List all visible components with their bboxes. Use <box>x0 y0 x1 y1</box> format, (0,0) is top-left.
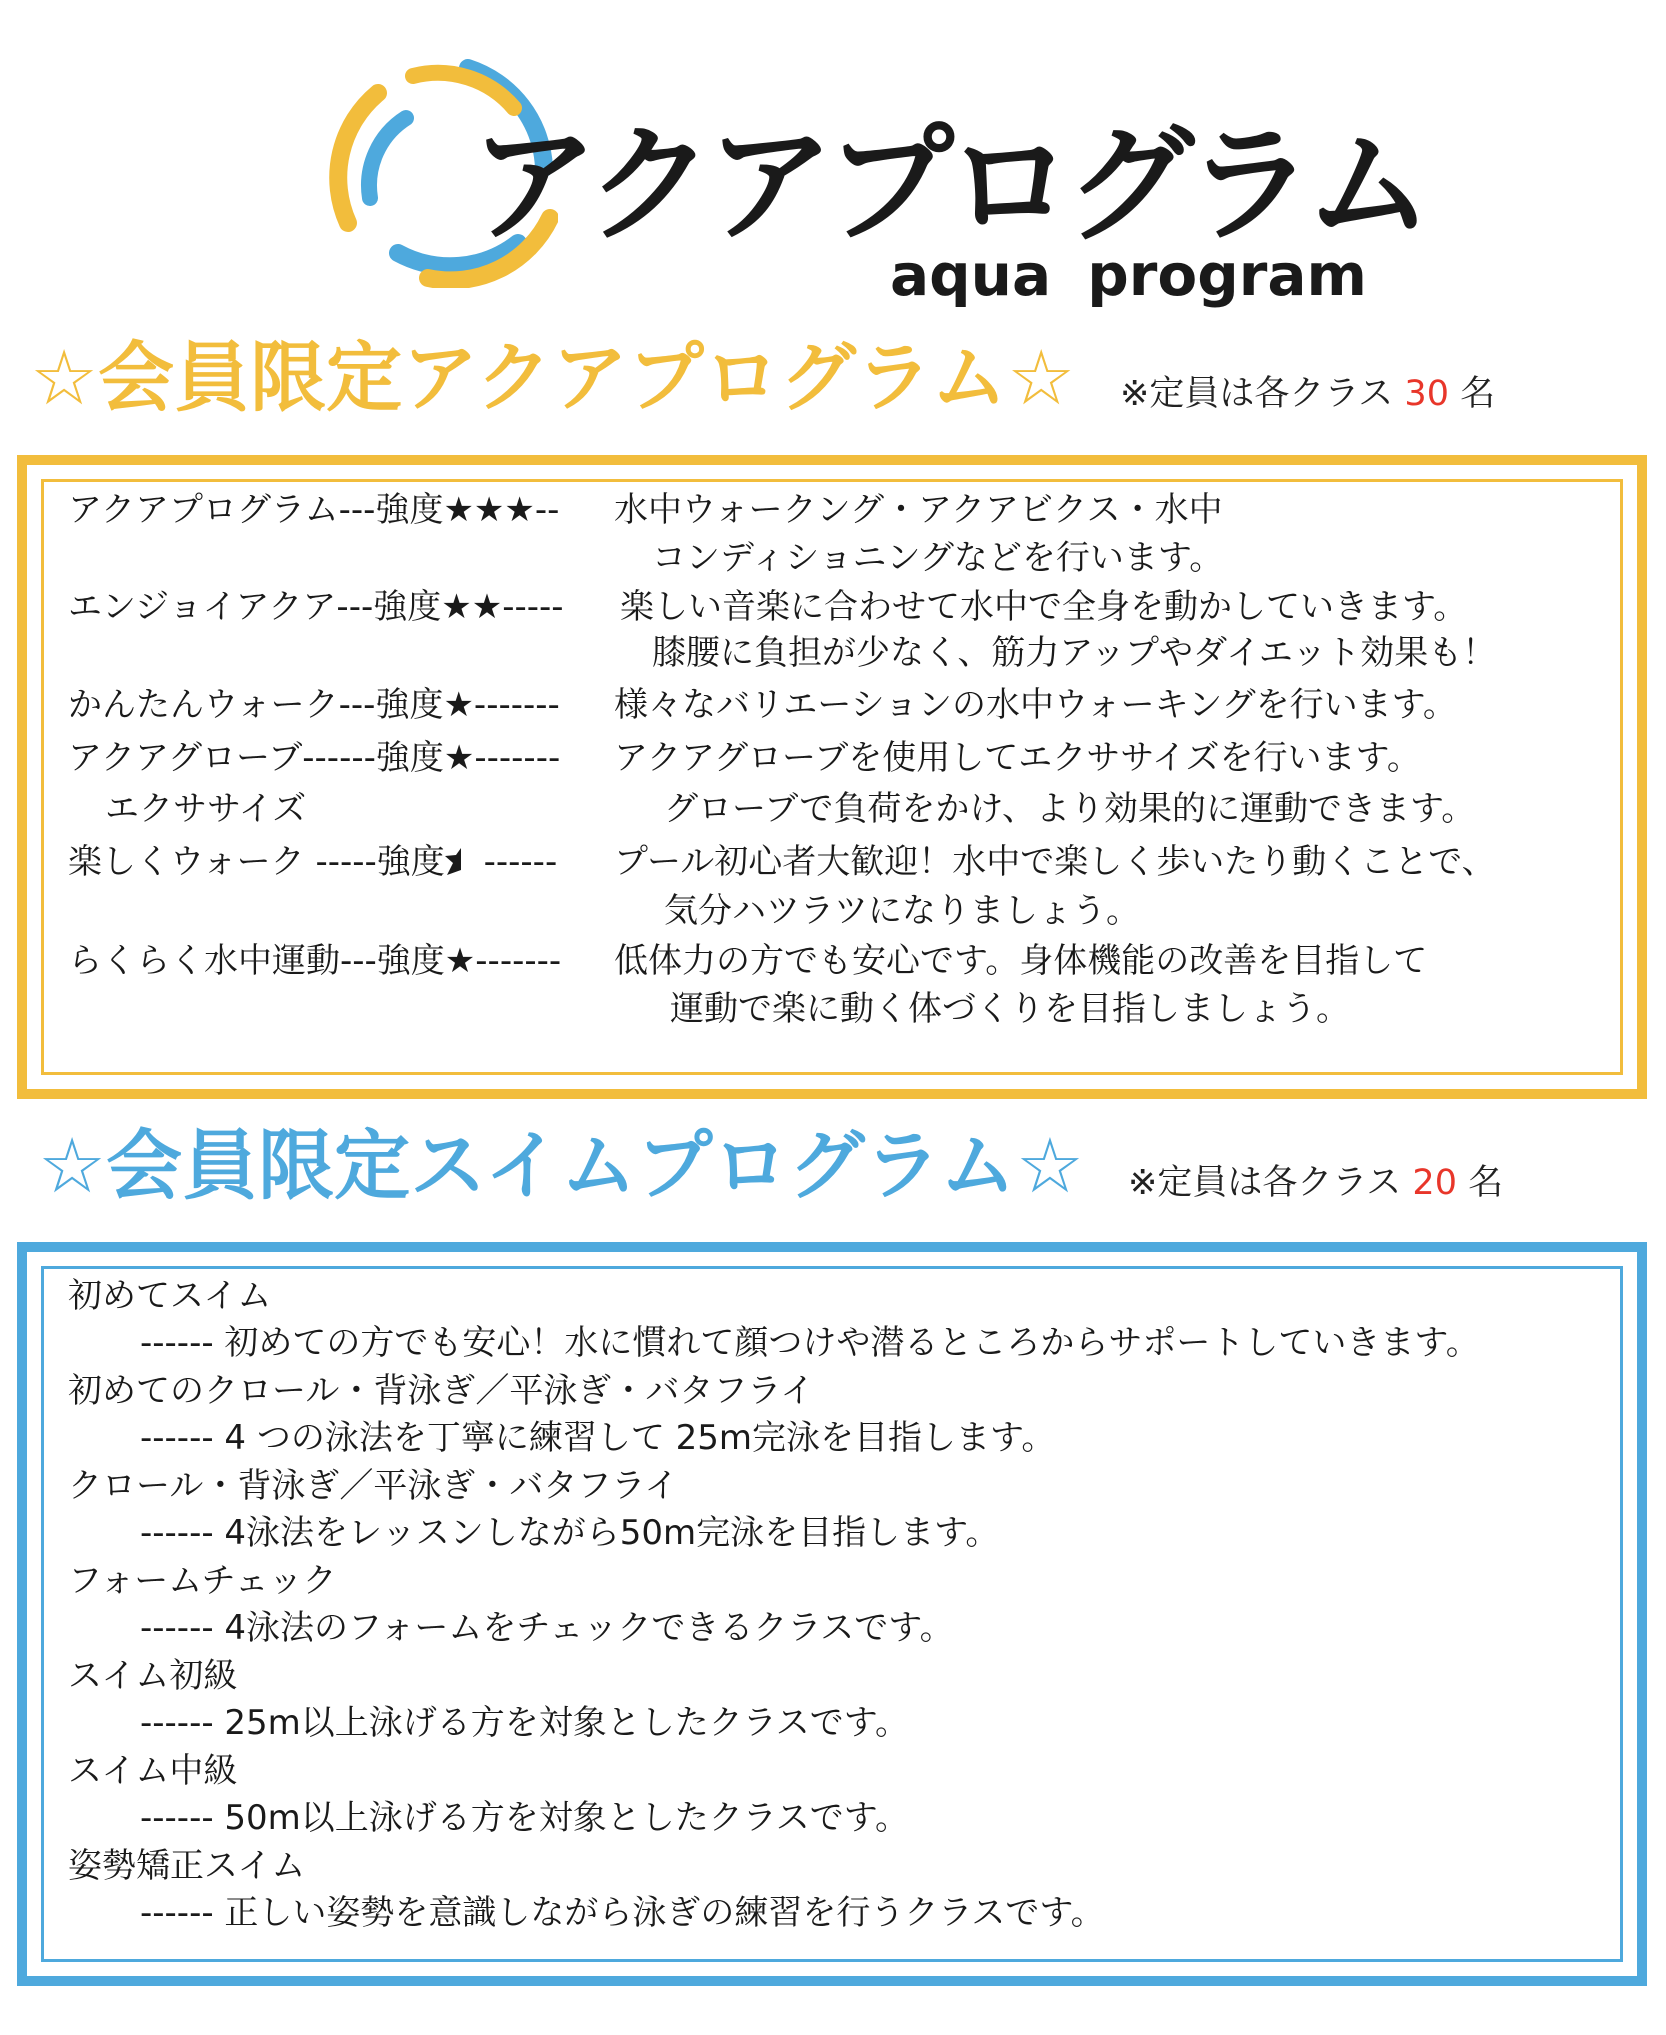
aqua-program-desc: 楽しい音楽に合わせて水中で全身を動かしていきます。 <box>620 587 1468 627</box>
swim-capacity-note <box>1128 1163 1504 1203</box>
swim-program-title: スイム中級 <box>68 1751 238 1791</box>
swim-program-desc: ------ 4泳法のフォームをチェックできるクラスです。 <box>140 1608 954 1648</box>
aqua-program-desc: コンディショニングなどを行います。 <box>652 538 1224 578</box>
aqua-program-name: かんたんウォーク---強度★------- <box>68 685 560 725</box>
aqua-program-desc: グローブで負荷をかけ、より効果的に運動できます。 <box>664 789 1476 829</box>
half-star-icon <box>445 846 473 876</box>
aqua-program-name-cont: エクササイズ <box>105 789 307 829</box>
aqua-program-name-suffix: ------ <box>472 842 558 882</box>
capacity-number: 20 <box>1412 1163 1457 1203</box>
swim-program-desc: ------ 初めての方でも安心！水に慣れて顔つけや潜るところからサポートしていきます。 <box>140 1323 1480 1363</box>
capacity-number: 30 <box>1404 374 1449 414</box>
aqua-program-name: エンジョイアクア---強度★★----- <box>68 587 564 627</box>
logo-subtitle: aqua program <box>890 241 1367 309</box>
swim-program-title: 姿勢矯正スイム <box>68 1846 306 1886</box>
aqua-program-desc: 様々なバリエーションの水中ウォーキングを行います。 <box>614 685 1457 725</box>
aqua-program-desc: 低体力の方でも安心です。身体機能の改善を目指して <box>614 941 1428 981</box>
swim-program-title: 初めてスイム <box>68 1276 272 1316</box>
aqua-program-desc: 水中ウォークング・アクアビクス・水中 <box>614 490 1223 530</box>
aqua-program-desc: プール初心者大歓迎！水中で楽しく歩いたり動くことで、 <box>614 842 1496 882</box>
swim-program-desc: ------ 4泳法をレッスンしながら50m完泳を目指します。 <box>140 1513 1000 1553</box>
capacity-prefix: ※定員は各クラス <box>1120 374 1394 414</box>
aqua-program-desc: 気分ハツラツになりましょう。 <box>664 891 1140 931</box>
swim-program-desc: ------ 50m以上泳げる方を対象としたクラスです。 <box>140 1798 910 1838</box>
aqua-program-name: アクアグローブ------強度★------- <box>68 738 561 778</box>
aqua-program-name <box>68 842 557 883</box>
aqua-program-name: らくらく水中運動---強度★------- <box>68 941 562 981</box>
capacity-prefix: ※定員は各クラス <box>1128 1163 1402 1203</box>
swim-program-title: クロール・背泳ぎ／平泳ぎ・バタフライ <box>68 1466 679 1506</box>
swim-program-desc: ------ 正しい姿勢を意識しながら泳ぎの練習を行うクラスです。 <box>140 1893 1105 1933</box>
capacity-suffix: 名 <box>1468 1163 1504 1203</box>
logo-title: アクアプログラム <box>470 111 1425 260</box>
swim-program-desc: ------ 25m以上泳げる方を対象としたクラスです。 <box>140 1703 910 1743</box>
aqua-section-title: ☆会員限定アクアプログラム☆ <box>30 333 1076 422</box>
aqua-program-desc: 膝腰に負担が少なく、筋力アップやダイエット効果も！ <box>652 633 1497 673</box>
aqua-program-desc: アクアグローブを使用してエクササイズを行います。 <box>614 738 1421 778</box>
aqua-capacity-note <box>1120 374 1496 414</box>
swim-program-title: スイム初級 <box>68 1656 238 1696</box>
swim-program-title: 初めてのクロール・背泳ぎ／平泳ぎ・バタフライ <box>68 1371 815 1411</box>
aqua-program-name-text: 楽しくウォーク -----強度 <box>68 842 445 882</box>
capacity-suffix: 名 <box>1460 374 1496 414</box>
swim-program-desc: ------ 4 つの泳法を丁寧に練習して 25m完泳を目指します。 <box>140 1418 1056 1458</box>
swim-section-title: ☆会員限定スイムプログラム☆ <box>38 1121 1084 1210</box>
swim-program-title: フォームチェック <box>68 1561 337 1601</box>
aqua-program-name: アクアプログラム---強度★★★-- <box>68 490 560 530</box>
aqua-program-desc: 運動で楽に動く体づくりを目指しましょう。 <box>670 989 1350 1029</box>
